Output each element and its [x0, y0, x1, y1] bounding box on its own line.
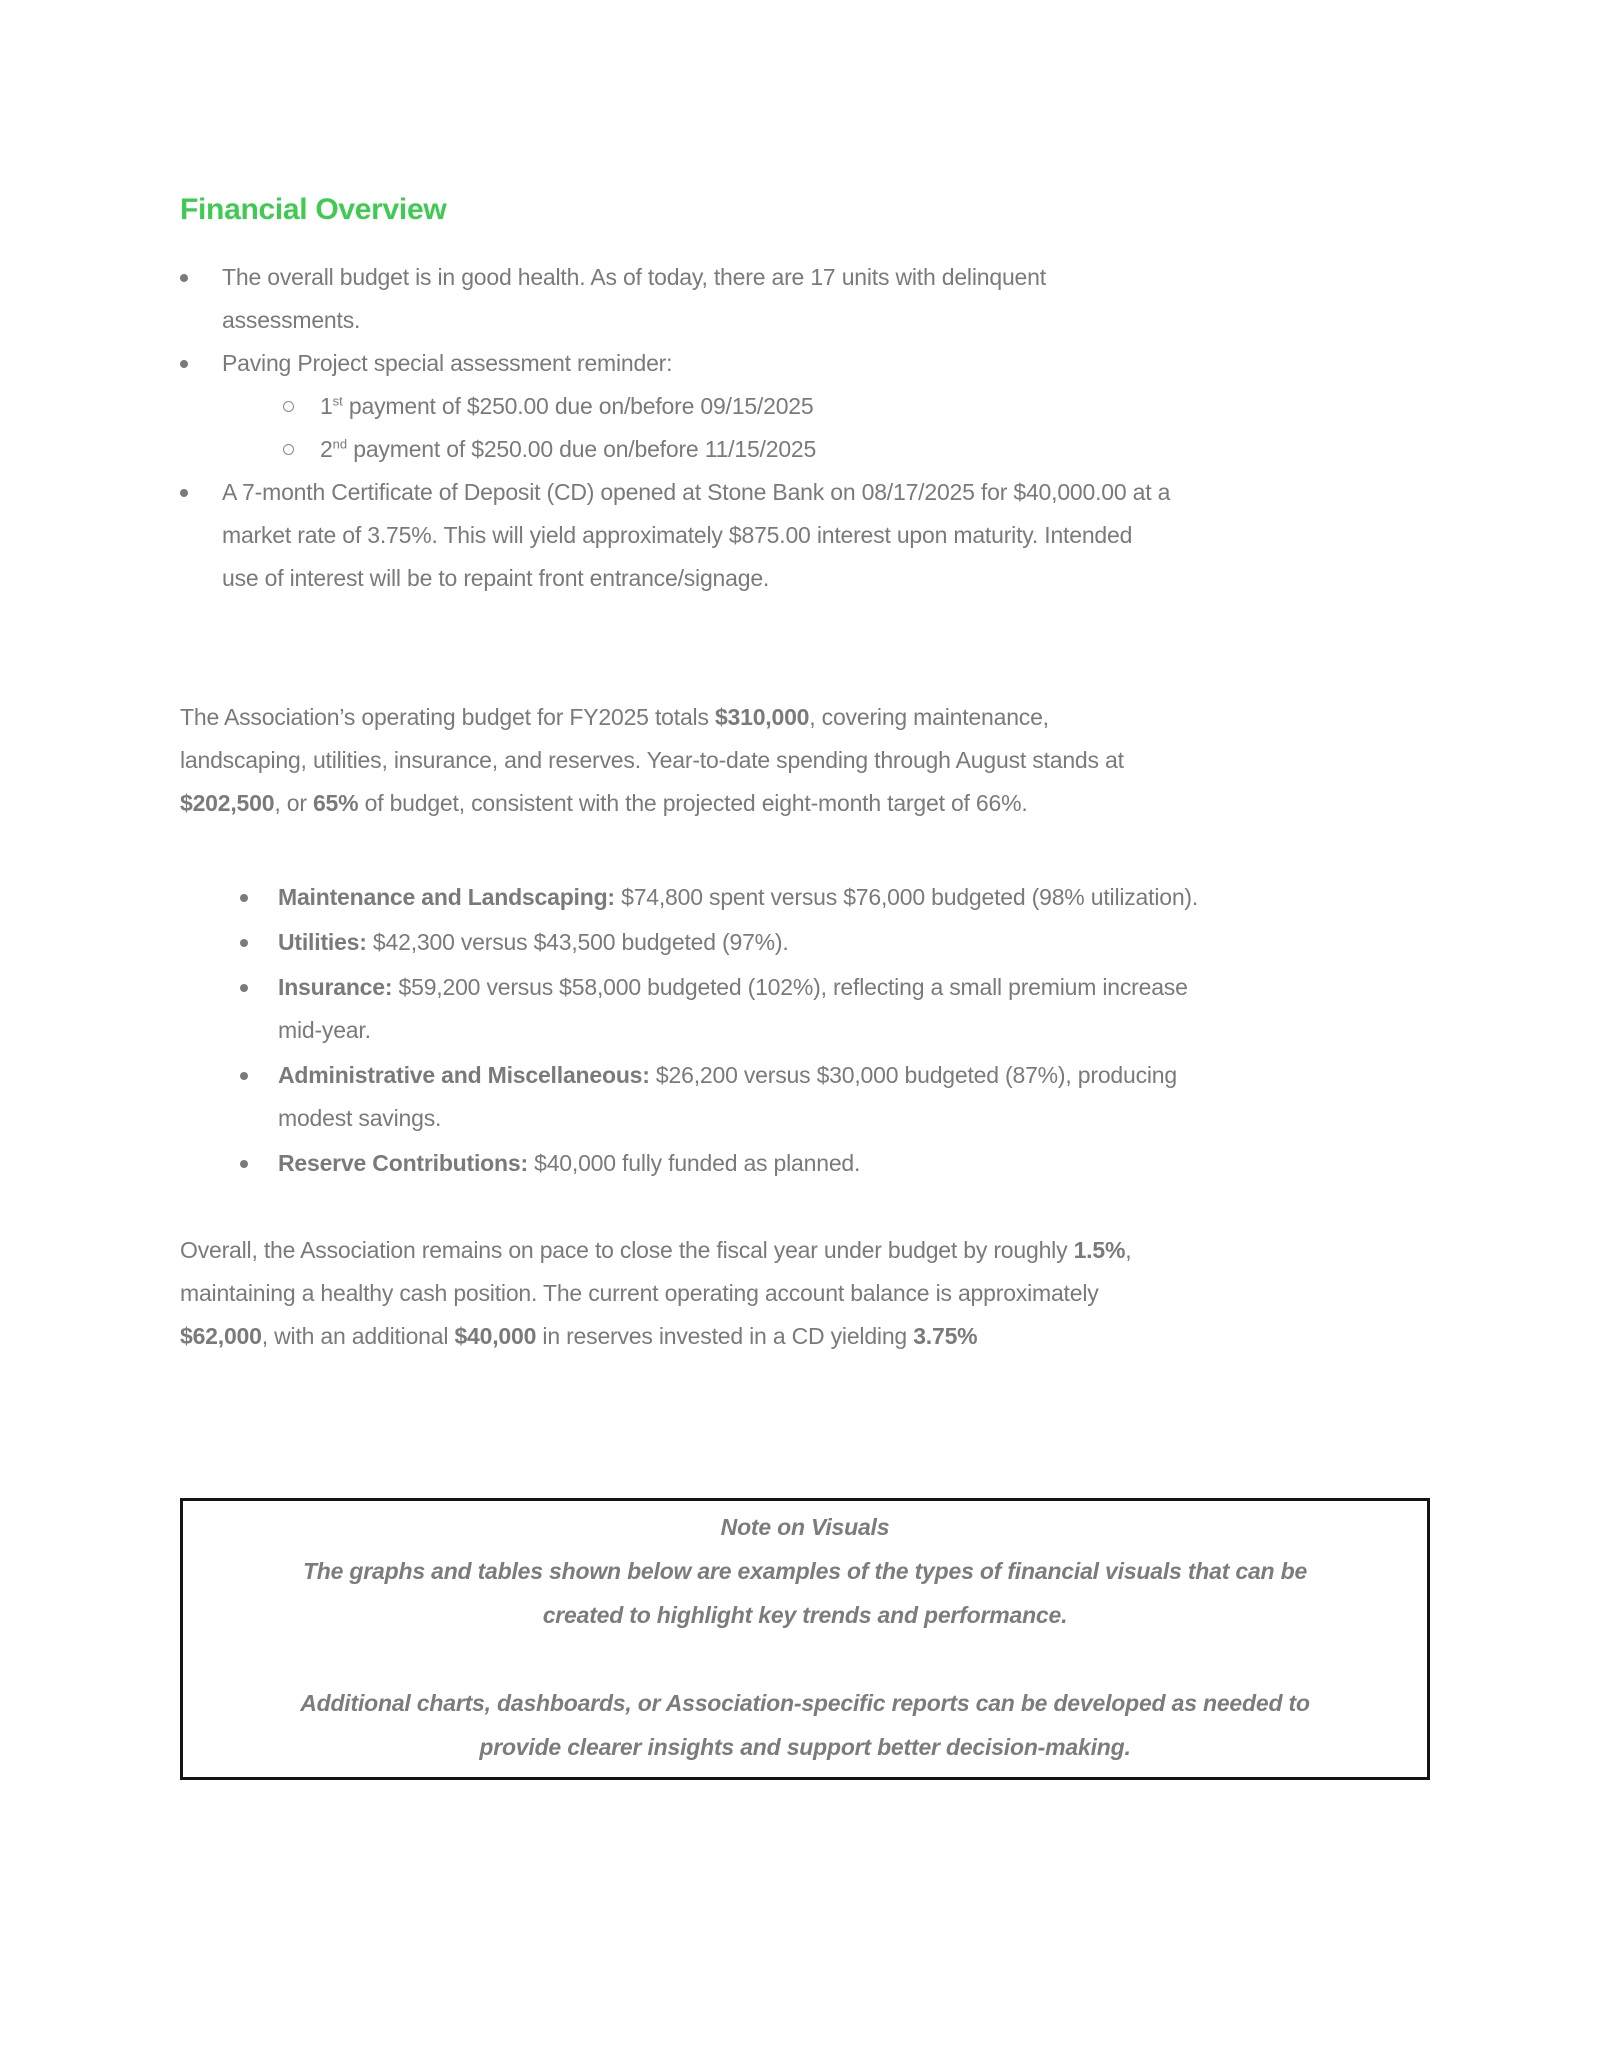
bullet-text-line: A 7-month Certificate of Deposit (CD) opened at Stone Bank on 08/17/2025 for $40,000.00 at a [222, 479, 1171, 505]
paragraph-line: maintaining a healthy cash position. The current operating account balance is approximately [180, 1280, 1099, 1306]
bullet-text-line: The overall budget is in good health. As of today, there are 17 units with delinquent [222, 264, 1046, 290]
paragraph-line: $62,000, with an additional $40,000 in reserves invested in a CD yielding 3.75% [180, 1323, 978, 1349]
payment-subitem-2 [283, 428, 1430, 471]
note-title: Note on Visuals [720, 1514, 890, 1540]
bullet-text-line: Utilities: $42,300 versus $43,500 budgeted (97%). [278, 929, 789, 955]
ordinal-superscript: st [332, 393, 343, 409]
budget-item-insurance [240, 966, 1430, 1052]
bullet-icon [180, 342, 222, 368]
paragraph-line: The Association’s operating budget for FY2025 totals $310,000, covering maintenance, [180, 704, 1049, 730]
note-blank-line [203, 1637, 1407, 1681]
bullet-icon [240, 1142, 278, 1168]
budget-item-admin [240, 1054, 1430, 1140]
bullet-text-line: mid-year. [278, 1017, 371, 1043]
note-paragraph-2-line: provide clearer insights and support better decision-making. [479, 1734, 1131, 1760]
intro-paragraph [180, 696, 1430, 825]
note-paragraph-1-line: The graphs and tables shown below are examples of the types of financial visuals that can be [302, 1558, 1308, 1584]
bullet-text-line: Insurance: $59,200 versus $58,000 budgeted (102%), reflecting a small premium increase [278, 974, 1188, 1000]
note-paragraph-1-line: created to highlight key trends and performance. [542, 1602, 1068, 1628]
bullet-icon [240, 1054, 278, 1080]
bullet-icon [180, 471, 222, 497]
overview-bullet-list [180, 256, 1430, 600]
bullet-text-line: market rate of 3.75%. This will yield approximately $875.00 interest upon maturity. Intended [222, 522, 1133, 548]
circle-bullet-icon [283, 428, 320, 455]
bullet-text-line: modest savings. [278, 1105, 442, 1131]
bullet-icon [240, 921, 278, 947]
paragraph-line: landscaping, utilities, insurance, and reserves. Year-to-date spending through August stands at [180, 747, 1124, 773]
payment-subitem-1 [283, 385, 1430, 428]
ordinal-superscript: nd [332, 436, 348, 452]
bullet-text-line: 2nd payment of $250.00 due on/before 11/15/2025 [320, 436, 817, 462]
note-paragraph-2-line: Additional charts, dashboards, or Association-specific reports can be developed as needed to [300, 1690, 1310, 1716]
bullet-text-line: 1st payment of $250.00 due on/before 09/15/2025 [320, 393, 814, 419]
note-box [180, 1498, 1430, 1780]
bullet-text-line: Administrative and Miscellaneous: $26,200 versus $30,000 budgeted (87%), producing [278, 1062, 1177, 1088]
bullet-icon [240, 966, 278, 992]
budget-item-maintenance [240, 876, 1430, 919]
overview-item-budget-health [180, 256, 1430, 342]
paragraph-line: $202,500, or 65% of budget, consistent with the projected eight-month target of 66%. [180, 790, 1028, 816]
overview-item-paving-reminder [180, 342, 1430, 385]
budget-item-utilities [240, 921, 1430, 964]
budget-item-reserve [240, 1142, 1430, 1185]
page-title: Financial Overview [180, 193, 447, 226]
bullet-text-line: use of interest will be to repaint front entrance/signage. [222, 565, 770, 591]
closing-paragraph [180, 1229, 1430, 1358]
bullet-icon [240, 876, 278, 902]
bullet-text-line: Paving Project special assessment reminder: [222, 350, 673, 376]
bullet-text-line: Maintenance and Landscaping: $74,800 spent versus $76,000 budgeted (98% utilization). [278, 884, 1199, 910]
budget-breakdown-list [240, 876, 1430, 1185]
circle-bullet-icon [283, 385, 320, 412]
bullet-icon [180, 256, 222, 282]
paragraph-line: Overall, the Association remains on pace to close the fiscal year under budget by roughly 1.5%, [180, 1237, 1132, 1263]
bullet-text-line: Reserve Contributions: $40,000 fully funded as planned. [278, 1150, 861, 1176]
overview-item-cd [180, 471, 1430, 600]
bullet-text-line: assessments. [222, 307, 361, 333]
